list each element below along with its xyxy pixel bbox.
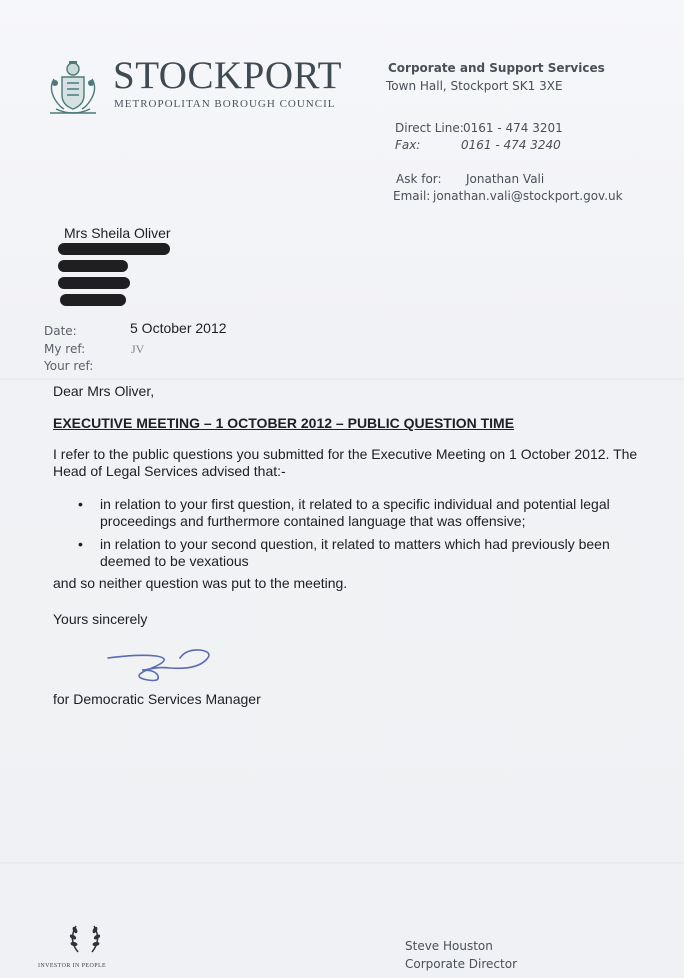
list-item: • in relation to your second question, it related to matters which had previously been deemed to be vexatious: [78, 536, 640, 570]
ask-for-label: Ask for:: [396, 172, 442, 186]
your-ref-label: Your ref:: [44, 359, 94, 373]
recipient-name: Mrs Sheila Oliver: [64, 225, 171, 241]
letter-heading: EXECUTIVE MEETING – 1 OCTOBER 2012 – PUBLIC QUESTION TIME: [53, 415, 515, 431]
council-name: STOCKPORT: [113, 54, 342, 97]
paper-fold: [0, 378, 684, 381]
email-label: Email:: [393, 189, 431, 203]
paragraph-line: Head of Legal Services advised that:-: [53, 463, 286, 479]
list-item: • in relation to your first question, it related to a specific individual and potential legal proceedings and furthermore contained language that was offensive;: [78, 496, 640, 530]
redacted-address-line: [58, 277, 130, 289]
investors-in-people-laurel-icon: [66, 920, 104, 958]
fax-label: Fax:: [395, 138, 421, 152]
redacted-address-line: [58, 260, 128, 272]
paragraph-closing: and so neither question was put to the meeting.: [53, 575, 348, 591]
fax-value: 0161 - 474 3240: [461, 138, 561, 152]
department-address: Town Hall, Stockport SK1 3XE: [386, 79, 563, 93]
investors-in-people-text: INVESTOR IN PEOPLE: [38, 963, 107, 969]
council-crest-icon: [40, 57, 106, 123]
redacted-address-line: [58, 243, 170, 255]
signature-mark: [100, 636, 240, 686]
signoff: for Democratic Services Manager: [53, 691, 261, 707]
redacted-address-line: [60, 294, 126, 306]
direct-line-value: 0161 - 474 3201: [463, 121, 563, 135]
date-value: 5 October 2012: [130, 320, 227, 336]
my-ref-label: My ref:: [44, 342, 86, 356]
ask-for-value: Jonathan Vali: [466, 172, 545, 186]
advice-list: [78, 496, 640, 576]
my-ref-value: JV: [131, 342, 145, 356]
council-subtitle: METROPOLITAN BOROUGH COUNCIL: [114, 98, 336, 110]
department-name: Corporate and Support Services: [388, 61, 605, 75]
direct-line-label: Direct Line:: [395, 121, 464, 135]
director-name: Steve Houston: [405, 939, 493, 953]
email-value: jonathan.vali@stockport.gov.uk: [433, 189, 623, 203]
paragraph-line: I refer to the public questions you submitted for the Executive Meeting on 1 October 2012. The: [53, 446, 638, 462]
paper-fold: [0, 862, 684, 865]
salutation: Dear Mrs Oliver,: [53, 383, 155, 399]
director-title: Corporate Director: [405, 957, 518, 971]
date-label: Date:: [44, 324, 77, 338]
closing: Yours sincerely: [53, 611, 148, 627]
